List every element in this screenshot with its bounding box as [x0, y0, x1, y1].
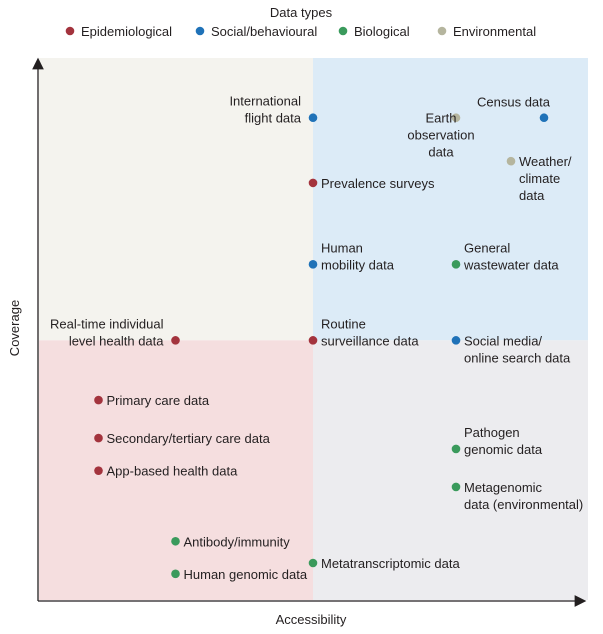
data-point-label-line: online search data: [464, 350, 571, 366]
legend-item-soc: [196, 24, 318, 39]
legend-title: Data types: [269, 5, 333, 20]
data-point-label-line: International: [229, 93, 301, 109]
legend-marker-epi: [66, 27, 75, 36]
data-point-marker: [94, 434, 103, 443]
data-point-label: [107, 431, 271, 446]
data-point-group: [94, 464, 238, 479]
legend-item-env: [438, 24, 537, 39]
data-point-label: [477, 95, 551, 110]
data-point-label-line: data (environmental): [464, 496, 584, 512]
data-point-label: [184, 534, 291, 549]
data-point-label-line: Primary care data: [106, 393, 210, 409]
data-point-label-line: mobility data: [321, 257, 394, 273]
legend: [66, 5, 537, 39]
data-point-label-line: App-based health data: [106, 463, 238, 479]
data-point-label-line: Earth: [425, 110, 457, 126]
legend-marker-bio: [339, 27, 348, 36]
data-point-label-line: genomic data: [464, 441, 543, 457]
data-point-label-line: Metatranscriptomic data: [321, 555, 460, 571]
data-point-group: [171, 534, 290, 549]
data-point-label-line: Secondary/tertiary care data: [106, 431, 270, 447]
data-point-label-line: Prevalence surveys: [321, 175, 435, 191]
data-point-group: [309, 176, 435, 191]
data-point-label-line: surveillance data: [321, 333, 419, 349]
data-point-label: [321, 176, 435, 191]
data-point-label-line: flight data: [244, 110, 301, 126]
data-point-label-line: Census data: [477, 94, 550, 110]
data-point-label-line: climate: [519, 171, 561, 187]
data-point-label-line: wastewater data: [464, 257, 559, 273]
data-point-marker: [309, 559, 318, 568]
data-point-label-line: Antibody/immunity: [183, 534, 290, 550]
data-point-marker: [507, 157, 516, 166]
data-point-marker: [94, 396, 103, 405]
data-point-marker: [309, 179, 318, 188]
data-point-label-line: Human: [321, 240, 363, 256]
data-point-marker: [452, 336, 461, 345]
data-point-marker: [452, 445, 461, 454]
data-point-marker: [309, 260, 318, 269]
data-point-group: [94, 431, 270, 446]
data-point-label-line: Human genomic data: [183, 566, 308, 582]
legend-label-soc: Social/behavioural: [211, 24, 318, 39]
data-point-label: [184, 567, 308, 582]
legend-items: [66, 24, 537, 39]
data-point-label-line: observation: [407, 127, 475, 143]
data-point-group: [94, 393, 210, 408]
data-point-label-line: Real-time individual: [50, 316, 164, 332]
legend-marker-soc: [196, 27, 205, 36]
data-point-label: [321, 556, 460, 571]
data-point-marker: [540, 113, 549, 122]
legend-label-epi: Epidemiological: [81, 24, 173, 39]
data-point-label: [107, 393, 210, 408]
legend-item-epi: [66, 24, 172, 39]
legend-item-bio: [339, 24, 410, 39]
data-point-marker: [94, 466, 103, 475]
data-point-marker: [452, 483, 461, 492]
data-point-label-line: level health data: [68, 333, 164, 349]
data-point-marker: [309, 336, 318, 345]
data-point-label-line: Routine: [321, 316, 366, 332]
data-point-label-line: Pathogen: [464, 424, 520, 440]
data-point-label-line: data: [519, 188, 545, 204]
data-point-label-line: data: [428, 144, 454, 160]
data-point-label-line: Social media/: [464, 333, 543, 349]
legend-label-bio: Biological: [354, 24, 410, 39]
data-point-label-line: Metagenomic: [464, 479, 543, 495]
legend-marker-env: [438, 27, 447, 36]
data-point-marker: [309, 113, 318, 122]
data-point-group: [309, 556, 461, 571]
data-point-marker: [452, 260, 461, 269]
data-point-marker: [171, 537, 180, 546]
data-point-label-line: Weather/: [519, 154, 572, 170]
data-point-marker: [171, 570, 180, 579]
data-point-label-line: General: [464, 240, 511, 256]
y-axis-label: Coverage: [7, 299, 22, 357]
data-point-label: [107, 464, 239, 479]
data-point-marker: [171, 336, 180, 345]
legend-label-env: Environmental: [453, 24, 537, 39]
data-point-group: [171, 567, 308, 582]
x-axis-label: Accessibility: [275, 612, 347, 627]
